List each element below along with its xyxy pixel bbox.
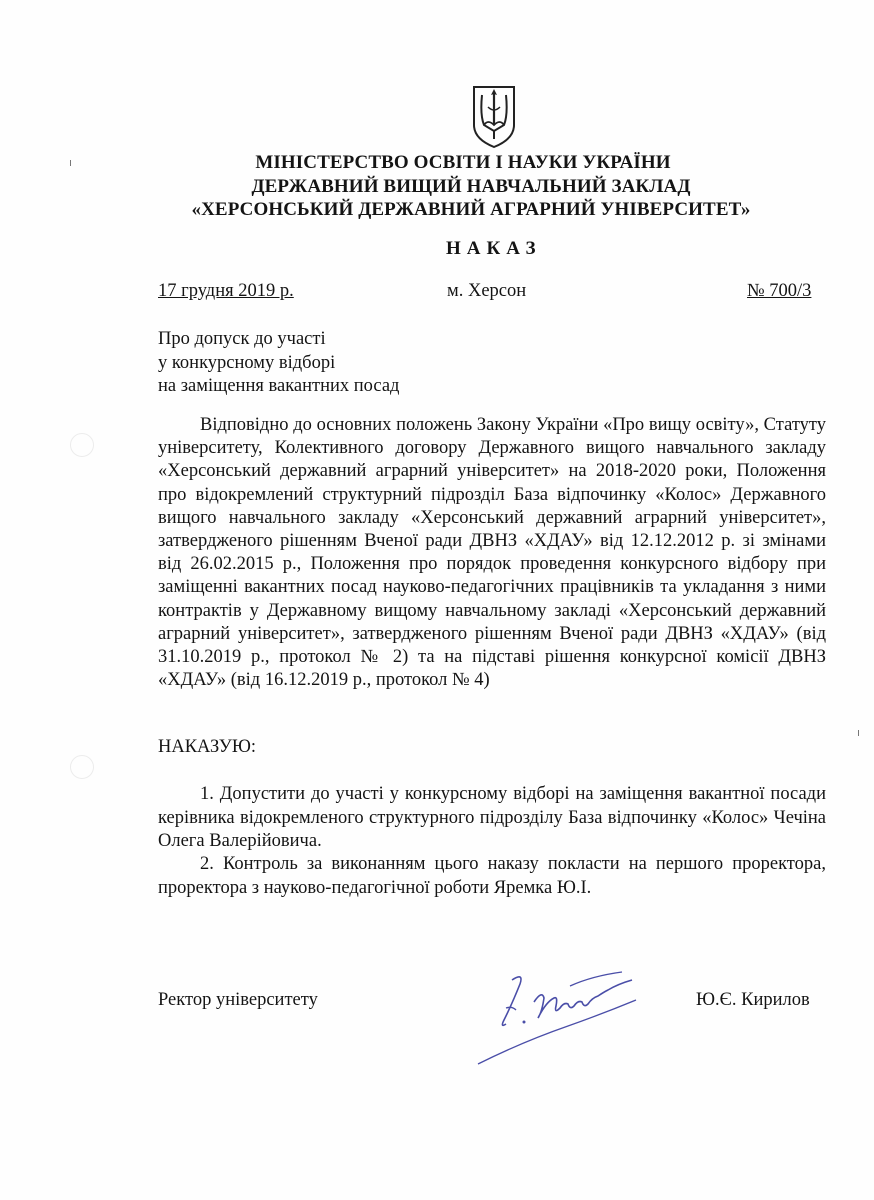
signatory-name: Ю.Є. Кирилов <box>696 990 810 1010</box>
binder-hole-mark <box>70 433 94 457</box>
handwritten-signature <box>472 962 642 1070</box>
university-heading: «ХЕРСОНСЬКИЙ ДЕРЖАВНИЙ АГРАРНИЙ УНІВЕРСИТЕТ» <box>191 199 751 220</box>
subject-line: у конкурсному відборі <box>158 352 336 373</box>
document-title: НАКАЗ <box>446 238 542 259</box>
order-number: № 700/3 <box>747 281 812 301</box>
order-item: 2. Контроль за виконанням цього наказу покласти на першого проректора, проректора з науково-педагогічної роботи Яремка Ю.І. <box>158 854 826 898</box>
order-date: 17 грудня 2019 р. <box>158 281 294 301</box>
ministry-heading: МІНІСТЕРСТВО ОСВІТИ І НАУКИ УКРАЇНИ <box>255 152 671 173</box>
order-city: м. Херсон <box>447 281 527 301</box>
order-item: 1. Допустити до участі у конкурсному відборі на заміщення вакантної посади керівника відокремленого структурного підрозділу База відпочинку «Колос» Чечіна Олега Валерійовича. <box>158 784 826 851</box>
order-subject <box>158 328 399 399</box>
trident-emblem-icon <box>470 85 518 149</box>
scan-speck <box>858 730 859 736</box>
institution-type-heading: ДЕРЖАВНИЙ ВИЩИЙ НАВЧАЛЬНИЙ ЗАКЛАД <box>251 176 691 197</box>
subject-line: на заміщення вакантних посад <box>158 376 400 396</box>
preamble-paragraph: Відповідно до основних положень Закону України «Про вищу освіту», Статуту університету, Колективного договору Державного вищого навчального закладу «Херсонський державний аграрний університет» на 2018-2020 роки, Положення про відокремлений структурний підрозділ База відпочинку «Колос» Державного вищого навчального закладу «Херсонський державний аграрний університет», затвердженого рішенням Вченої ради ДВНЗ «ХДАУ» від 12.12.2012 р. зі змінами від 26.02.2015 р., Положення про порядок проведення конкурсного відбору при заміщенні вакантних посад науково-педагогічних працівників та укладання з ними контрактів у Державному вищому навчальному закладі «Херсонський державний аграрний університет», затвердженого рішенням Вченої ради ДВНЗ «ХДАУ» (від 31.10.2019 р., протокол № 2) та на підставі рішення конкурсної комісії ДВНЗ «ХДАУ» (від 16.12.2019 р., протокол № 4) <box>158 415 826 691</box>
subject-line: Про допуск до участі <box>158 329 326 349</box>
scan-speck <box>70 160 71 166</box>
binder-hole-mark <box>70 755 94 779</box>
order-directive-word: НАКАЗУЮ: <box>158 737 257 757</box>
signatory-position: Ректор університету <box>158 990 318 1010</box>
